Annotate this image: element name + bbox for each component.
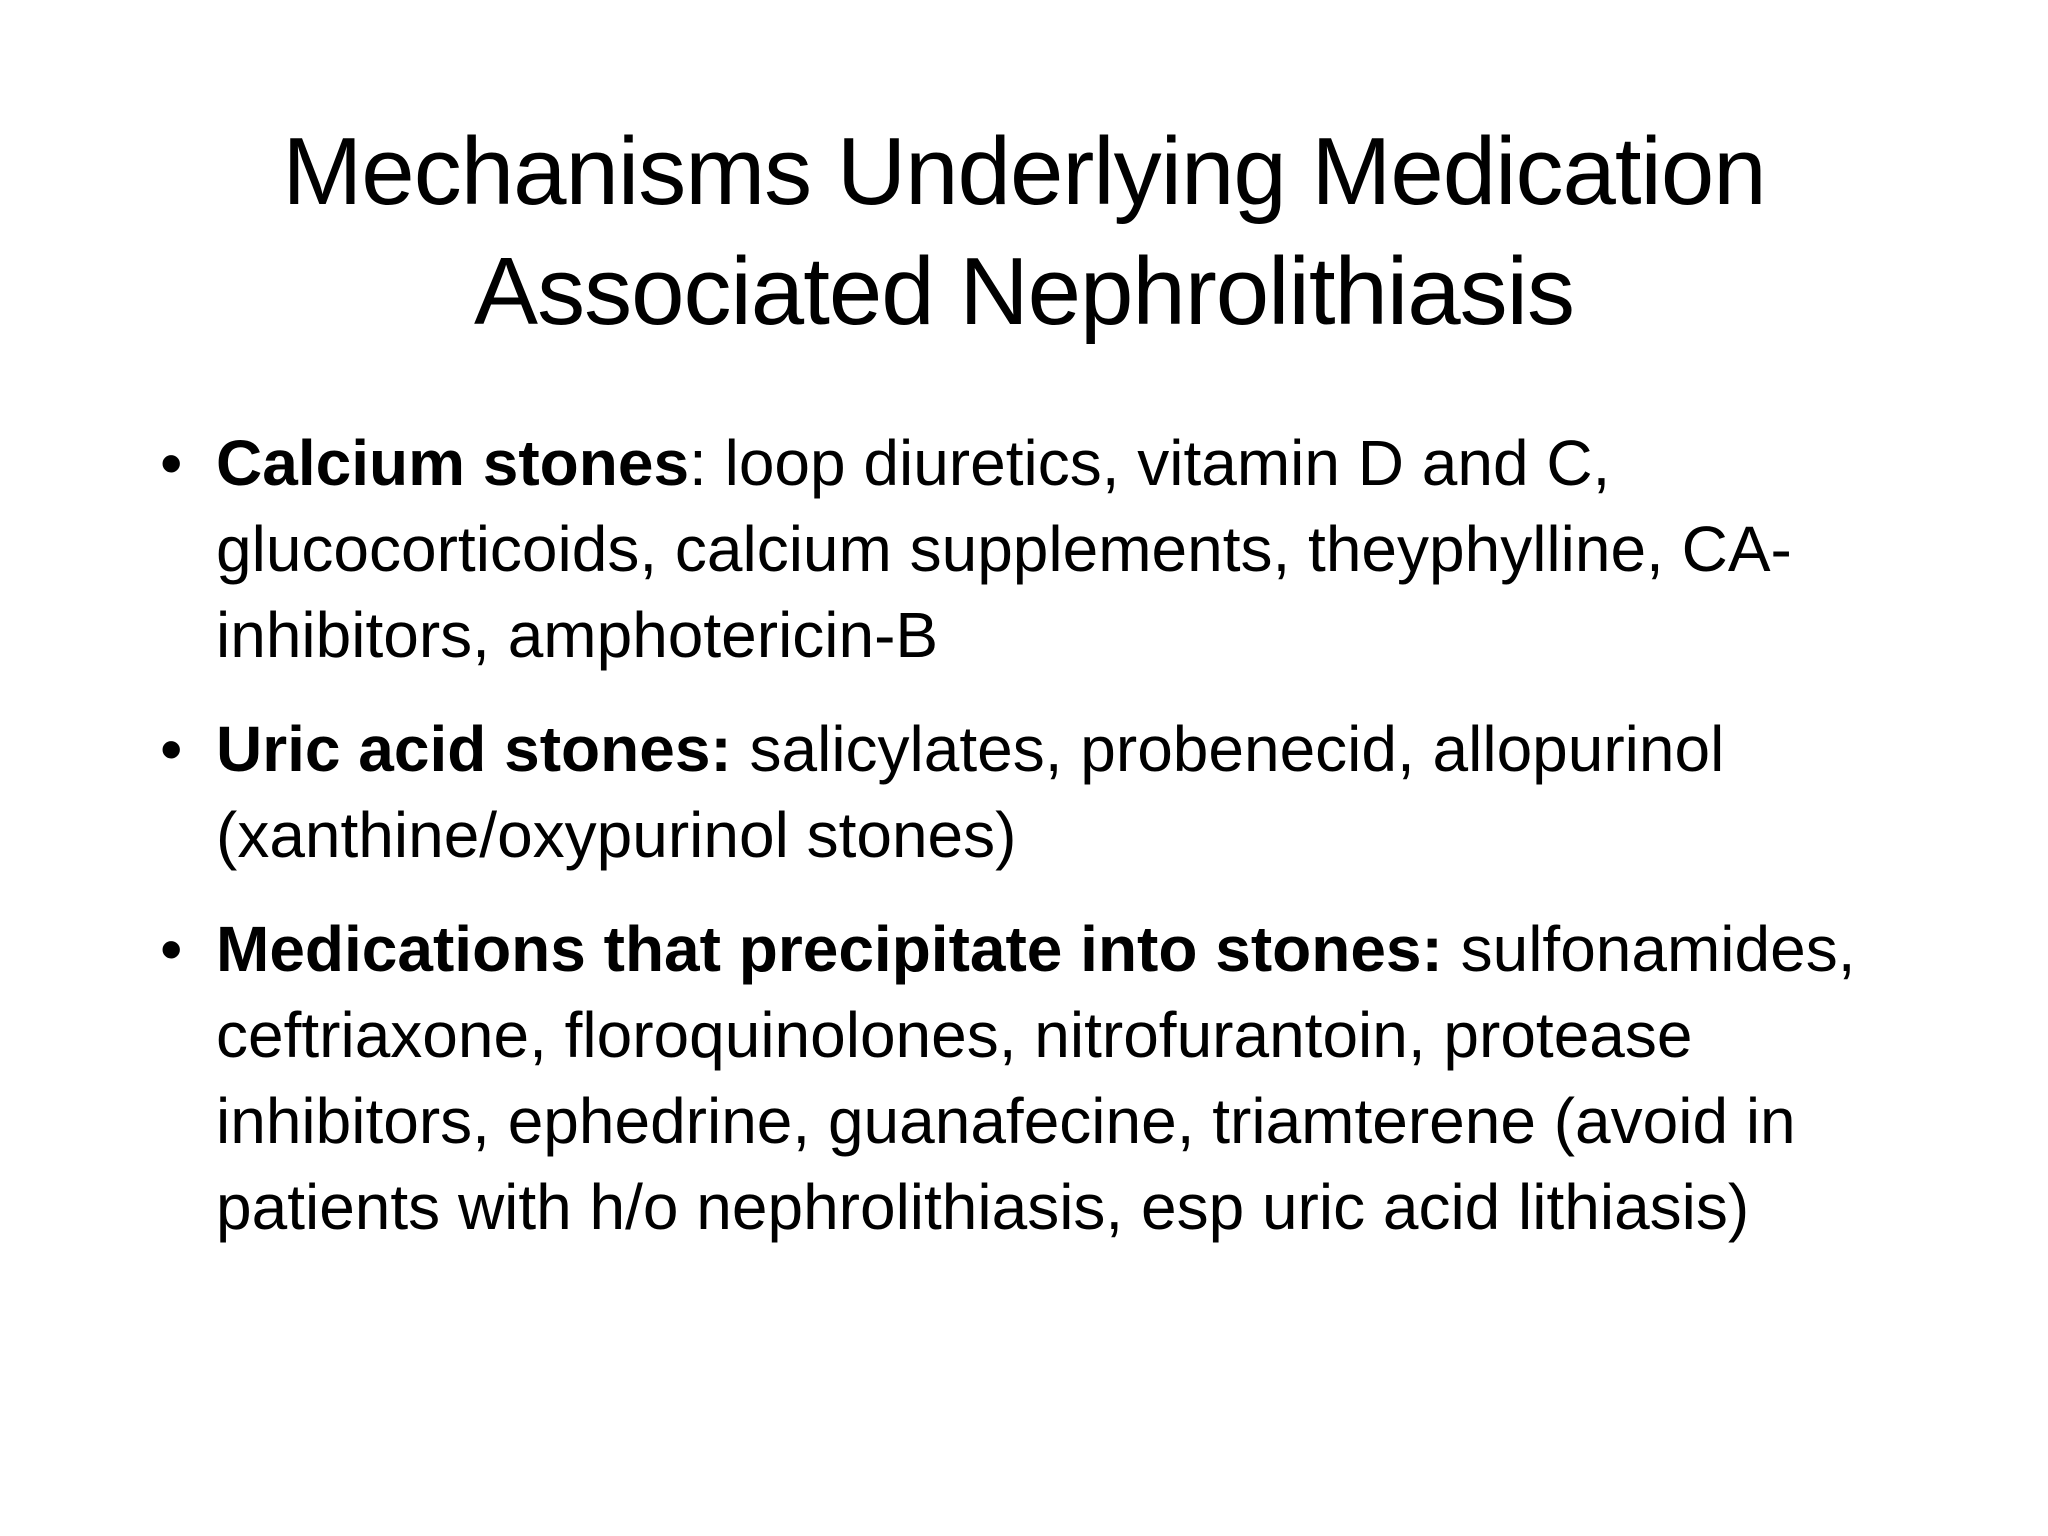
bullet-text-precipitating: sulfonamides, ceftriaxone, floroquinolones, nitrofurantoin, protease inhibitors, ephedrine, guanafecine, triamterene (avoid in patients with h/o nephrolithiasis, esp uric acid lithiasis) — [216, 913, 1856, 1243]
bullet-text-calcium: : loop diuretics, vitamin D and C, glucocorticoids, calcium supplements, theyphylline, CA-inhibitors, amphotericin-B — [216, 427, 1792, 671]
bullet-precipitating-medications — [160, 906, 1960, 1250]
bullet-list — [160, 420, 1960, 1278]
slide-title — [100, 112, 1948, 352]
bullet-calcium-stones — [160, 420, 1960, 678]
slide-title-line-1: Mechanisms Underlying Medication — [282, 118, 1766, 225]
bullet-lead-uric-acid: Uric acid stones: — [216, 713, 732, 785]
bullet-icon: • — [160, 427, 183, 499]
bullet-uric-acid-stones — [160, 706, 1960, 878]
bullet-lead-precipitating: Medications that precipitate into stones: — [216, 913, 1443, 985]
bullet-icon: • — [160, 913, 183, 985]
bullet-text-uric-acid: salicylates, probenecid, allopurinol (xanthine/oxypurinol stones) — [216, 713, 1725, 871]
bullet-icon: • — [160, 713, 183, 785]
bullet-lead-calcium: Calcium stones — [216, 427, 690, 499]
slide-title-line-2: Associated Nephrolithiasis — [474, 238, 1574, 345]
